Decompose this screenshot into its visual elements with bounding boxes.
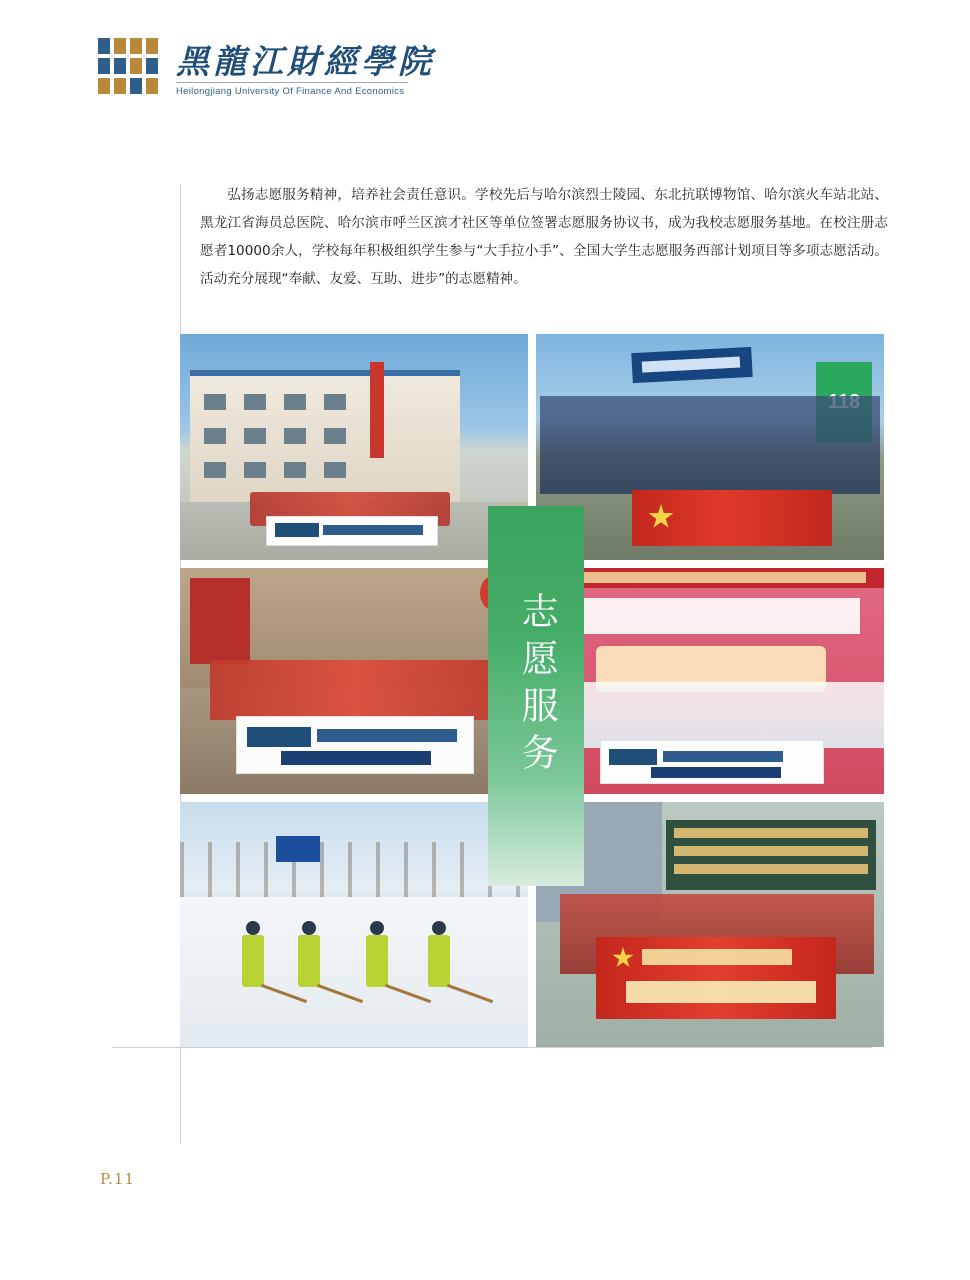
photo-campus-group xyxy=(180,334,528,560)
page-number: P.11 xyxy=(100,1170,135,1188)
university-logo xyxy=(98,36,435,108)
bottom-frame-line xyxy=(112,1047,872,1048)
body-paragraph: 弘扬志愿服务精神，培养社会责任意识。学校先后与哈尔滨烈士陵园、东北抗联博物馆、哈尔滨火车站北站、黑龙江省海员总医院、哈尔滨市呼兰区滨才社区等单位签署志愿服务协议书，成为我校志愿服务基地。在校注册志愿者10000余人，学校每年积极组织学生参与“大手拉小手”、全国大学生志愿服务西部计划项目等多项志愿活动。活动充分展现“奉献、友爱、互助、进步”的志愿精神。 xyxy=(200,187,888,287)
photo-indoor-red-uniform xyxy=(180,568,528,794)
photo-caption xyxy=(180,543,528,556)
photo-caption xyxy=(536,543,884,556)
photo-hospital-signing xyxy=(536,568,884,794)
logo-bars-icon xyxy=(98,38,160,96)
logo-english-name: Heilongjiang University Of Finance And Economics xyxy=(176,86,405,97)
photo-classroom-red-banner xyxy=(536,802,884,1047)
photo-snow-shoveling xyxy=(180,802,528,1047)
photo-caption xyxy=(180,1030,528,1043)
logo-divider xyxy=(176,82,408,83)
photo-outdoor-group-red-flag xyxy=(536,334,884,560)
feature-vertical-title: 志愿服务 xyxy=(515,592,559,780)
photo-caption xyxy=(180,777,528,790)
feature-panel xyxy=(488,506,584,886)
logo-chinese-name: 黑龍江財經學院 xyxy=(176,42,435,81)
photo-caption xyxy=(536,1030,884,1043)
photo-caption xyxy=(536,777,884,790)
